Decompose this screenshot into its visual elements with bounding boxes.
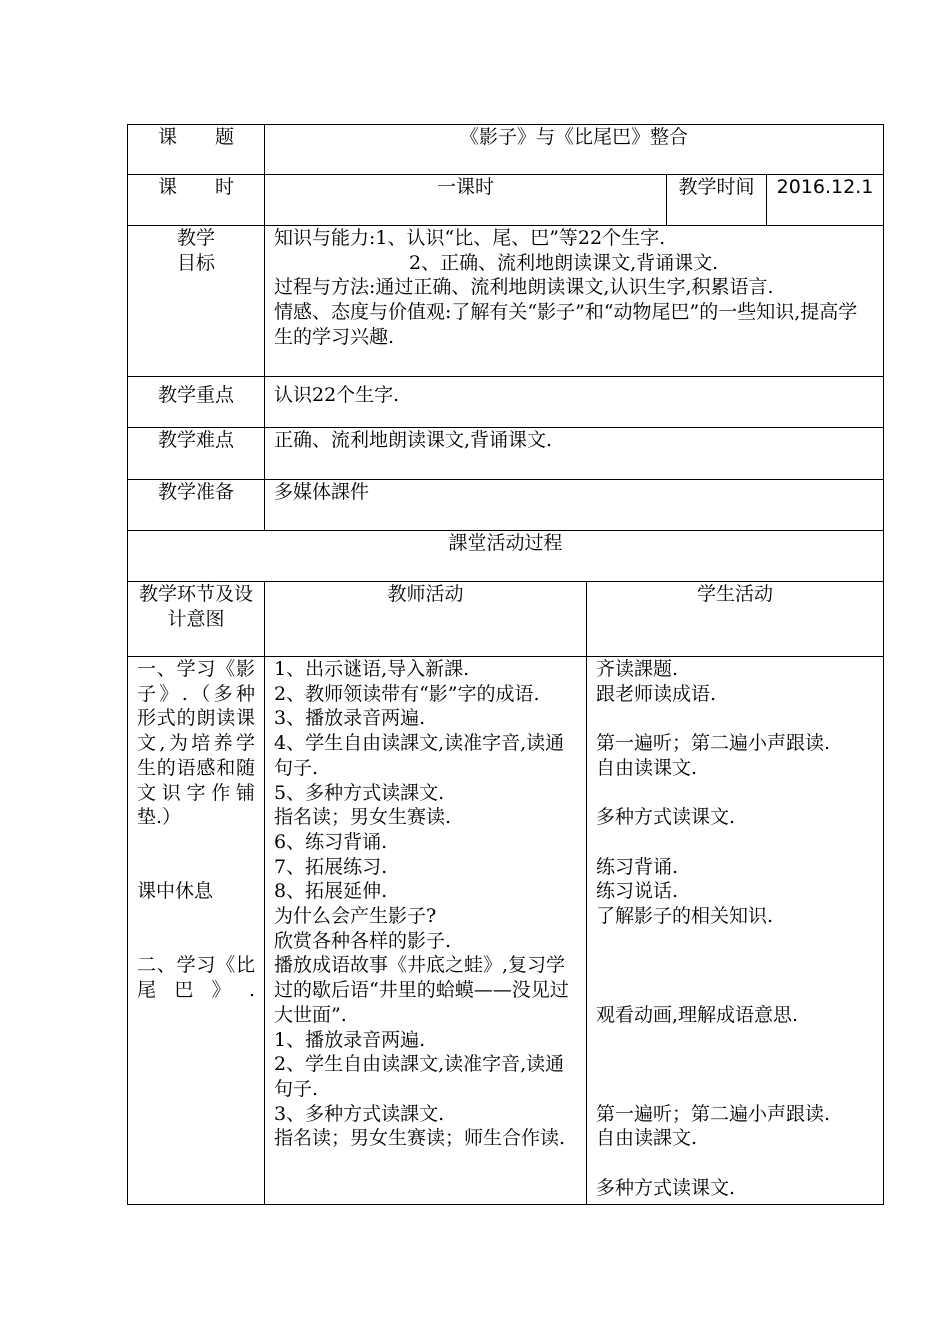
- teacher-line: 6、练习背诵.: [274, 830, 388, 853]
- student-line: 自由读课文.: [596, 756, 698, 779]
- student-line: 练习背诵.: [596, 855, 679, 878]
- period-row: [128, 175, 884, 226]
- student-line: 齐读課题.: [596, 658, 679, 680]
- goal-knowledge: 知识与能力:1、认识“比、尾、巴”等22个生字.: [274, 227, 666, 249]
- teacher-line: 1、播放录音两遍.: [274, 1028, 426, 1051]
- stage-column: [128, 657, 265, 1205]
- student-column: [587, 657, 884, 1205]
- col-student-header: 学生活动: [587, 582, 884, 657]
- topic-value: 《影子》与《比尾巴》整合: [265, 125, 884, 175]
- teacher-line: 指名读；男女生赛读.: [274, 806, 452, 829]
- teacher-line: 指名读；男女生赛读；师生合作读.: [274, 1127, 566, 1150]
- preparation-row: [128, 480, 884, 531]
- process-title: 課堂活动过程: [128, 531, 884, 582]
- teacher-line: 为什么会产生影子?: [274, 905, 437, 928]
- teacher-line: 欣赏各种各样的影子.: [274, 929, 452, 952]
- goals-label-line-1: 教学: [176, 227, 215, 249]
- teacher-line: 4、学生自由读課文,读准字音,读通句子.: [274, 732, 565, 779]
- key-point-value: 认识22个生字.: [265, 377, 884, 428]
- student-line: 自由读課文.: [596, 1127, 698, 1150]
- topic-row: [128, 125, 884, 175]
- stage-1: 一、学习《影子》.（多种形式的朗读课文,为培养学生的语感和随文识字作铺垫.）: [137, 658, 255, 829]
- goal-knowledge-2: 2、正确、流利地朗读课文,背诵课文.: [409, 251, 719, 274]
- stage-break: 课中休息: [137, 880, 214, 903]
- time-label: 教学时间: [667, 175, 767, 226]
- goal-process: 过程与方法:通过正确、流利地朗读课文,认识生字,积累语言.: [274, 276, 774, 299]
- student-line: 第一遍听；第二遍小声跟读.: [596, 1102, 831, 1125]
- teacher-line: 2、教师领读带有“影”字的成语.: [274, 682, 540, 705]
- teacher-line: 5、多种方式读課文.: [274, 781, 445, 804]
- time-value: 2016.12.1: [767, 175, 884, 226]
- preparation-value: 多媒体課件: [265, 480, 884, 531]
- teacher-column: [265, 657, 587, 1205]
- period-value: 一课时: [265, 175, 667, 226]
- goal-emotion: 情感、态度与价值观:了解有关“影子”和“动物尾巴”的一些知识,提高学生的学习兴趣.: [274, 301, 858, 348]
- lesson-plan-table: [127, 124, 884, 1205]
- topic-label: 课 题: [128, 125, 265, 175]
- student-line: 练习说话.: [596, 880, 679, 903]
- difficulty-value: 正确、流利地朗读课文,背诵课文.: [265, 428, 884, 480]
- teacher-line: 2、学生自由读課文,读准字音,读通句子.: [274, 1053, 565, 1100]
- goals-row: [128, 226, 884, 377]
- teacher-line: 1、出示谜语,导入新課.: [274, 658, 470, 680]
- key-point-label: 教学重点: [128, 377, 265, 428]
- student-line: 跟老师读成语.: [596, 682, 717, 705]
- goals-label: [128, 226, 265, 377]
- process-body-row: [128, 657, 884, 1205]
- goals-label-line-2: 目标: [176, 251, 215, 274]
- preparation-label: 教学准备: [128, 480, 265, 531]
- difficulty-row: [128, 428, 884, 480]
- student-line: 多种方式读课文.: [596, 806, 736, 829]
- process-title-row: [128, 531, 884, 582]
- process-header-row: [128, 582, 884, 657]
- teacher-line: 3、播放录音两遍.: [274, 707, 426, 730]
- student-line: 观看动画,理解成语意思.: [596, 1003, 799, 1026]
- student-line: 第一遍听；第二遍小声跟读.: [596, 732, 831, 755]
- teacher-line: 8、拓展延伸.: [274, 880, 388, 903]
- difficulty-label: 教学难点: [128, 428, 265, 480]
- col-stage-header: 教学环节及设计意图: [128, 582, 265, 657]
- goals-content: [265, 226, 884, 377]
- key-point-row: [128, 377, 884, 428]
- teacher-line: 播放成语故事《井底之蛙》,复习学过的歇后语“井里的蛤蟆——没见过大世面”.: [274, 954, 569, 1026]
- teacher-line: 3、多种方式读課文.: [274, 1102, 445, 1125]
- teacher-line: 7、拓展练习.: [274, 855, 388, 878]
- col-teacher-header: 教师活动: [265, 582, 587, 657]
- period-label: 课 时: [128, 175, 265, 226]
- student-line: 多种方式读课文.: [596, 1176, 736, 1199]
- stage-2: 二、学习《比尾巴》.: [137, 954, 255, 1002]
- student-line: 了解影子的相关知识.: [596, 904, 774, 927]
